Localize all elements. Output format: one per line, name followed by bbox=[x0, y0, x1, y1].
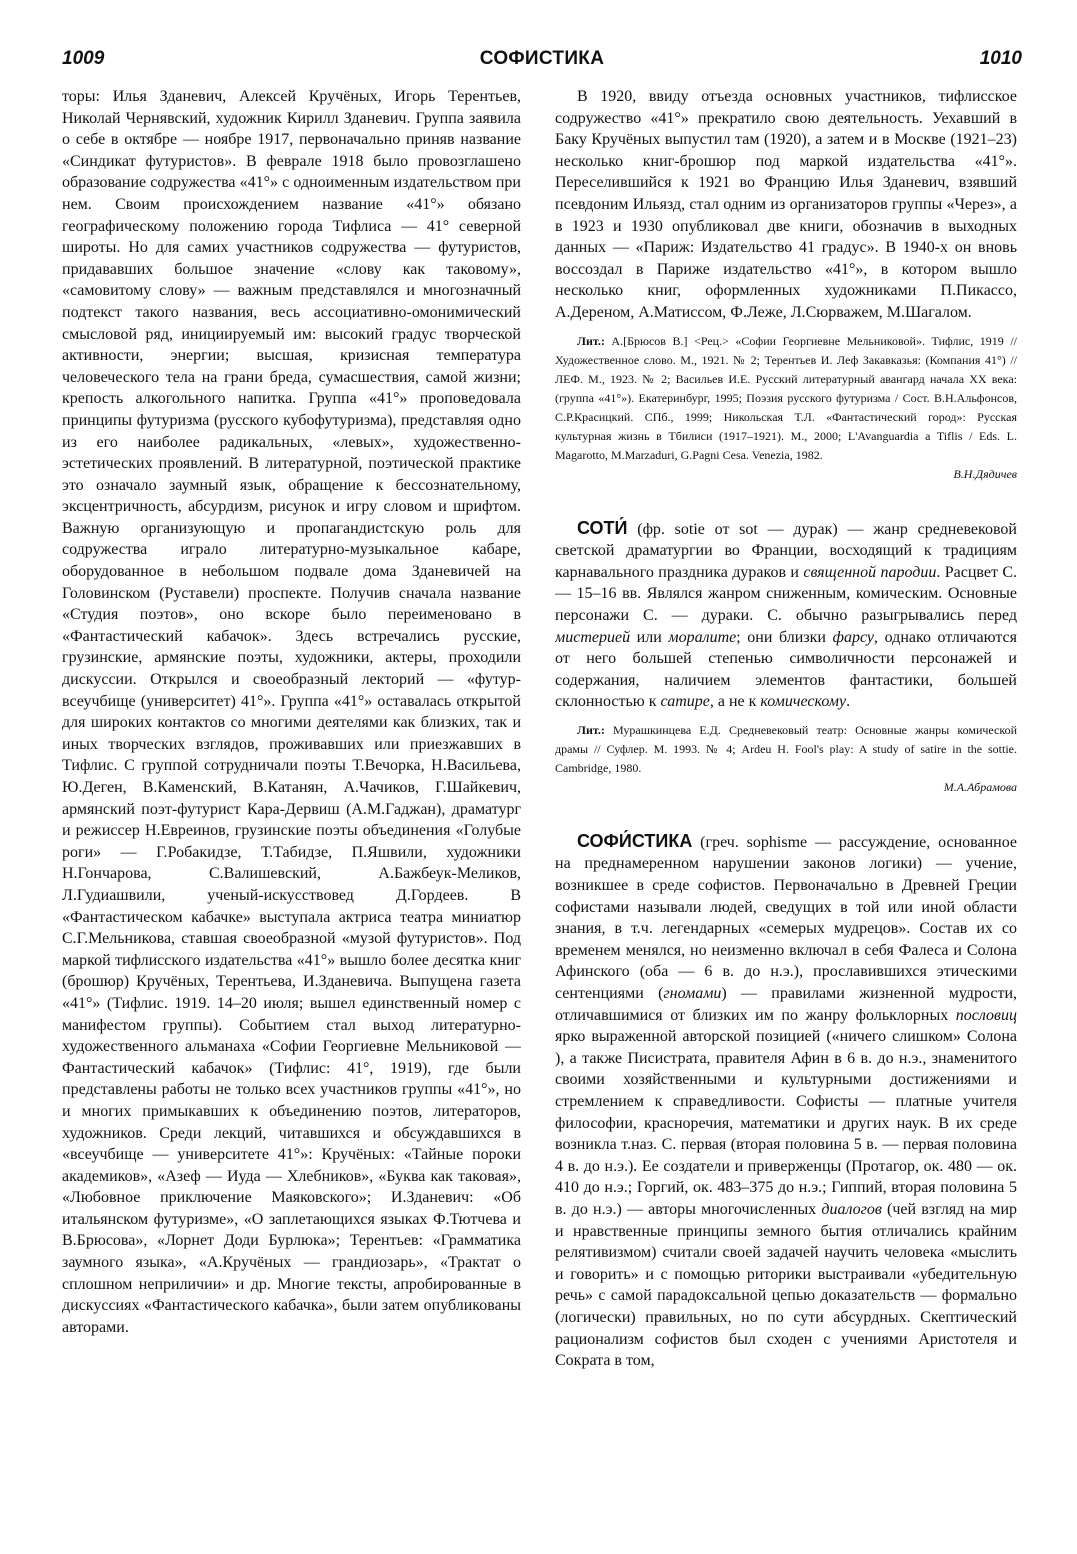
running-title: СОФИСТИКА bbox=[479, 48, 605, 69]
headword-soti: СОТИ́ bbox=[577, 517, 628, 538]
literature-label: Лит.: bbox=[577, 333, 605, 348]
entry-text: . bbox=[846, 693, 851, 711]
left-column-text: торы: Илья Зданевич, Алексей Кручёных, Игорь Терентьев, Николай Чернявский, художник Кирилл Зданевич. Группа заявила о себе в октябре — ноябре 1917, первоначально приняв название «Синдикат футуристов». В феврале 1918 было провозглашено образование содружества «41°» с одноименным издательством при нем. Своим происхождением название «41°» обязано географическому положению города Тифлиса — 41° северной широты. Но для самих участников содружества — футуристов, придававших большое значение «слову как таковому», «самовитому слову» — важным представлялся и многозначный подтекст такого названия, весь ассоциативно-омонимический смысловой ряд, инициируемый им: высокий градус творческой активности, энергии; высшая, кризисная температура человеческого тела на грани бреда, сумасшествия, самой жизни; крепость алкогольного напитка. Группа «41°» проповедовала принципы футуризма (русского кубофутуризма), представляя одно из его наиболее радикальных, «левых», художественно-эстетических проявлений. В литературной, поэтической практике это означало заумный язык, обращение к бессознательному, эксцентричность, абсурдизм, рисунок и игру словом и шрифтом. Важную организующую и пропагандистскую роль для содружества играло литературно-музыкальное кабаре, оборудованное в небольшом подвале дома Зданевичей на Головинском (Руставели) проспекте. Получив сначала название «Студия поэтов», оно вскоре было переименовано в «Фантастический кабачок». Здесь встречались русские, грузинские, армянские поэты, художники, актеры, проходили дискуссии. Открылся и своеобразный лекторий — «футур-всеучбище (университет) 41°». Группа «41°» оставалась открытой для широких контактов со многими деятелями как близких, так и иных творческих взглядов, проживавших или приезжавших в Тифлис. С группой сотрудничали поэты Т.Вечорка, Н.Васильева, Ю.Деген, В.Каменский, В.Катанян, А.Чачиков, Г.Шайкевич, армянский поэт-футурист Кара-Дервиш (А.М.Гаджан), драматург и режиссер Н.Евреинов, грузинские поэты объединения «Голубые роги» — Г.Робакидзе, Т.Табидзе, П.Яшвили, художники Н.Гончарова, С.Валишевский, А.Бажбеук-Меликов, Л.Гудиашвили, ученый-искусствовед Д.Гордеев. В «Фантастическом кабачке» выступала актриса театра миниатюр С.Г.Мельникова, ставшая своеобразной «музой футуристов». Под маркой тифлисского издательства «41°» вышло более десятка книг (брошюр) Кручёных, Терентьева, И.Зданевича. Выпущена газета «41°» (Тифлис. 1919. 14–20 июля; вышел единственный номер с манифестом группы). Событием стал выход литературно-художественного альманаха «Софии Георгиевне Мельниковой — Фантастический кабачок» (Тифлис: 41°, 1919), где были представлены работы не только всех участников группы «41°», но и многих примыкавших к объединению поэтов, литераторов, художников. Среди лекций, читавшихся и обсуждавшихся в «всеучбище — университете 41°»: Кручёных: «Тайные пороки академиков», «Азеф — Иуда — Хлебников», «Буква как таковая», «Любовное приключение Маяковского»; И.Зданевич: «Об итальянском футуризме», «О заплетающихся языках Ф.Тютчева и В.Брюсова», «Лорнет Доди Бурлюка»; Терентьев: «Грамматика заумного языка», «А.Кручёных — грандиозарь», «Трактат о сплошном неприличии» и др. Многие тексты, апробированные в дискуссиях «Фантастического кабачка», были затем опубликованы авторами. bbox=[62, 88, 521, 1336]
group-41-conclusion-paragraph: В 1920, ввиду отъезда основных участников, тифлисское содружество «41°» прекратило свою деятельность. Уехавший в Баку Кручёных выпустил там (1920), а затем и в Москве (1921–23) несколько книг-брошюр под маркой издательства «41°». Переселившийся к 1921 во Францию Илья Зданевич, взявший псевдоним Ильязд, стал одним из организаторов группы «Через», а в 1923 и 1930 опубликовал две книги, обозначив в выходных данных — «Париж: Издательство 41 градус». В 1940-х он вновь воссоздал в Париже издательство «41°», в котором вышло несколько книг, оформленных художниками П.Пикассо, А.Дереном, А.Матиссом, Ф.Леже, Л.Сюрважем, М.Шагалом. bbox=[555, 88, 1017, 321]
literature-text: Мурашкинцева Е.Д. Средневековый театр: Основные жанры комической драмы // Суфлер. М. 1993. № 4; Ardeu H. Fool's play: A study of satire in the sottie. Cambridge, 1980. bbox=[555, 722, 1017, 775]
right-column bbox=[555, 86, 1017, 1526]
page-number-left: 1009 bbox=[62, 48, 105, 69]
entry-text: . Расцвет С. — 15–16 вв. Являлся жанром сниженным, комическим. Основные персонажи С. — дураки. С. обычно разыгрывались перед bbox=[555, 563, 1017, 624]
cross-reference-link[interactable]: священной пародии bbox=[803, 563, 937, 581]
entry-text: , а не к bbox=[709, 693, 761, 711]
literature-block-soti bbox=[555, 721, 1017, 797]
entry-soti bbox=[555, 518, 1017, 713]
cross-reference-link[interactable]: мистерией bbox=[555, 628, 631, 646]
cross-reference-link[interactable]: сатире bbox=[660, 693, 710, 711]
cross-reference-link[interactable]: пословиц bbox=[955, 1006, 1017, 1024]
entry-text: или bbox=[630, 628, 669, 646]
literature-block-41 bbox=[555, 332, 1017, 484]
cross-reference-link[interactable]: моралите bbox=[668, 628, 737, 646]
left-column bbox=[62, 86, 521, 1526]
cross-reference-link[interactable]: диалогов bbox=[821, 1200, 882, 1218]
literature-text: А.[Брюсов В.] <Рец.> «Софии Георгиевне Мельниковой». Тифлис, 1919 // Художественное слово. М., 1921. № 2; Терентьев И. Леф Закавказья: (Компания 41°) // ЛЕФ. М., 1923. № 2; Васильев И.Е. Русский литературный авангард начала XX века: (группа «41°»). Екатеринбург, 1995; Поэзия русского футуризма / Сост. В.Н.Альфонсов, С.Р.Красицкий. СПб., 1999; Никольская Т.Л. «Фантастический город»: Русская культурная жизнь в Тбилиси (1917–1921). М., 2000; L'Avanguardia a Tiflis / Eds. L. Magarotto, M.Marzaduri, G.Pagni Cesa. Venezia, 1982. bbox=[555, 333, 1017, 462]
literature-label: Лит.: bbox=[577, 722, 605, 737]
entry-text: ) — правилами жизненной мудрости, отличавшимися от близких им по жанру фольклорных bbox=[555, 985, 1017, 1024]
page-number-right: 1010 bbox=[979, 48, 1022, 69]
cross-reference-link[interactable]: комическому bbox=[760, 693, 847, 711]
entry-text: ; они близки bbox=[736, 628, 833, 646]
author-signature: В.Н.Дядичев bbox=[953, 466, 1017, 481]
headword-sofistika: СОФИ́СТИКА bbox=[577, 830, 693, 851]
entry-text: , однако отличаются от него большей степенью символичности персонажей и содержания, наличием элементов фантастики, большей склонностью к bbox=[555, 628, 1017, 711]
cross-reference-link[interactable]: фарсу bbox=[832, 628, 875, 646]
entry-text: (чей взгляд на мир и нравственные принципы земного бытия отличались крайним релятивизмом) считали своей задачей научить человека «мыслить и говорить» и с помощью риторики выстраивали «убедительную речь» с самой парадоксальной цепью доказательств — формально (логически) правильных, но по сути абсурдных. Скептический рационализм софистов был сходен с учениями Аристотеля и Сократа в том, bbox=[555, 1200, 1017, 1370]
entry-text: (фр. sotie от sot — дурак) — жанр средневековой светской драматургии во Франции, восходящий к традициям карнавального праздника дураков и bbox=[555, 520, 1017, 581]
page-header bbox=[62, 48, 1022, 78]
entry-sofistika bbox=[555, 831, 1017, 1372]
entry-text: ярко выраженной авторской позицией («ничего слишком» Солона ), а также Писистрата, правителя Афин в 6 в. до н.э., знаменитого своими хозяйственными и культурными достижениями и стремлением к справедливости. Софисты — платные учителя философии, красноречия, математики и других наук. В их среде возникла т.наз. С. первая (вторая половина 5 в. — первая половина 4 в. до н.э.). Ее создатели и приверженцы (Протагор, ок. 480 — ок. 410 до н.э.; Горгий, ок. 483–375 до н.э.; Гиппий, вторая половина 5 в. до н.э.) — авторы многочисленных bbox=[555, 1028, 1017, 1218]
author-signature: М.А.Абрамова bbox=[943, 779, 1017, 794]
entry-text: (греч. sophisme — рассуждение, основанное на преднамеренном нарушении законов логики) — учение, возникшее в среде софистов. Первоначально в Древней Греции софистами называли людей, сведущих в той или иной области знания, в т.ч. легендарных «семерых мудрецов». Состав их со временем менялся, но неизменно включал в себя Фалеса и Солона Афинского (оба — 6 в. до н.э.), прославившихся этическими сентенциями ( bbox=[555, 833, 1017, 1003]
cross-reference-link[interactable]: гномами bbox=[663, 985, 722, 1003]
